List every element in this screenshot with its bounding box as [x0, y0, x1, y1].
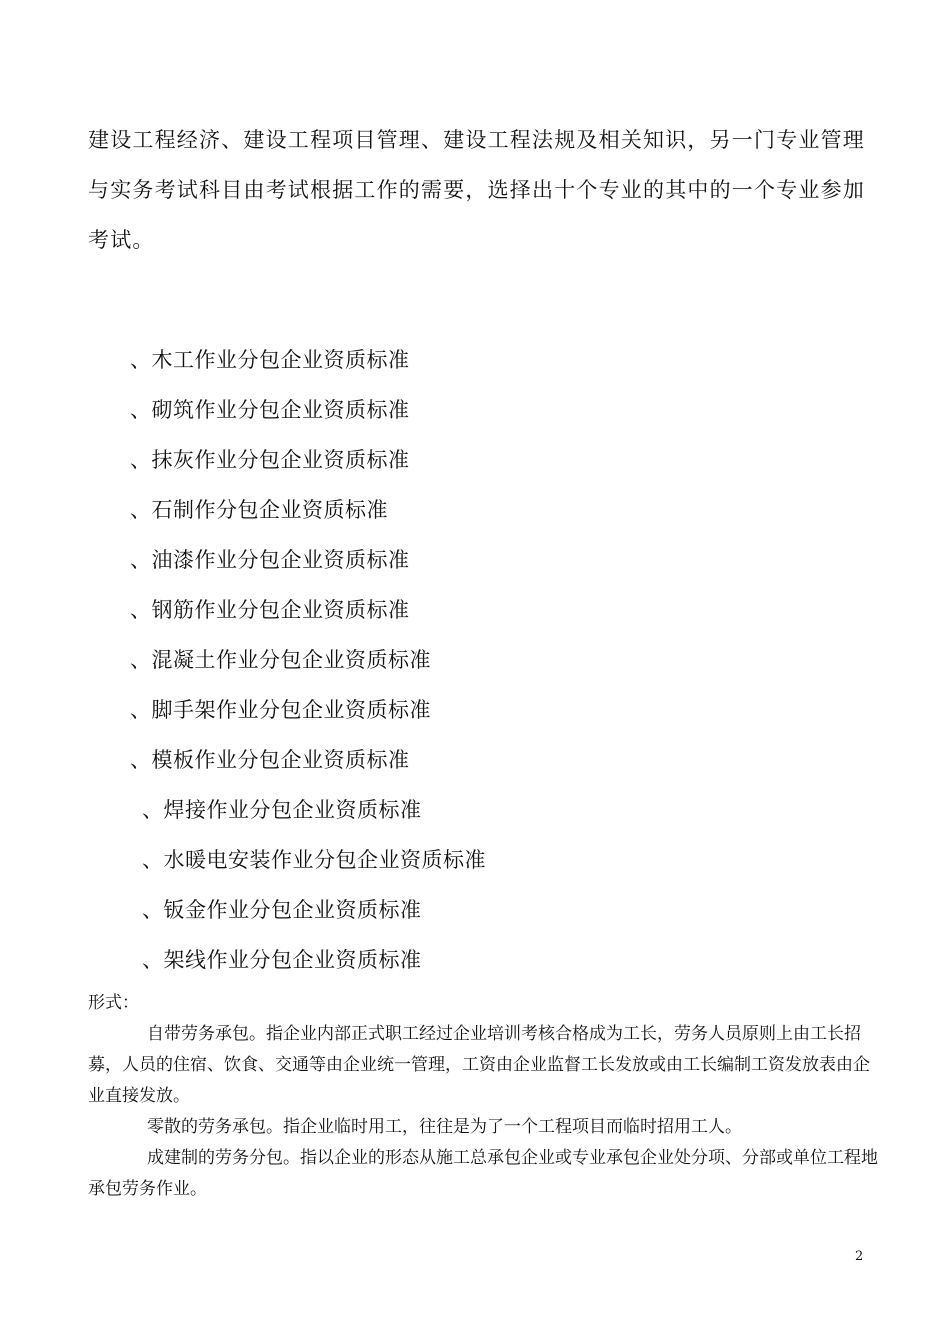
intro-section [88, 115, 878, 265]
forms-paragraph: 成建制的劳务分包。指以企业的形态从施工总承包企业或专业承包企业处分项、分部或单位工程地承包劳务作业。 [88, 1148, 878, 1199]
list-item: 、木工作业分包企业资质标准 [130, 348, 410, 372]
forms-paragraph: 自带劳务承包。指企业内部正式职工经过企业培训考核合格成为工长，劳务人员原则上由工长招募，人员的住宿、饮食、交通等由企业统一管理，工资由企业监督工长发放或由工长编制工资发放表由企业直接发放。 [88, 1024, 870, 1106]
forms-heading: 形式： [88, 993, 139, 1013]
list-item: 、焊接作业分包企业资质标准 [142, 798, 422, 822]
list-item: 、水暖电安装作业分包企业资质标准 [142, 848, 486, 872]
list-item: 、模板作业分包企业资质标准 [130, 748, 410, 772]
standards-list [130, 335, 486, 985]
forms-paragraph: 零散的劳务承包。指企业临时用工，往往是为了一个工程项目而临时招用工人。 [147, 1117, 742, 1137]
forms-section [88, 988, 878, 1205]
list-item: 、混凝土作业分包企业资质标准 [130, 648, 431, 672]
list-item: 、油漆作业分包企业资质标准 [130, 548, 410, 572]
list-item: 、抹灰作业分包企业资质标准 [130, 448, 410, 472]
list-item: 、架线作业分包企业资质标准 [142, 948, 422, 972]
intro-paragraph: 建设工程经济、建设工程项目管理、建设工程法规及相关知识，另一门专业管理与实务考试科目由考试根据工作的需要，选择出十个专业的其中的一个专业参加考试。 [88, 128, 865, 252]
list-item: 、钣金作业分包企业资质标准 [142, 898, 422, 922]
list-item: 、脚手架作业分包企业资质标准 [130, 698, 431, 722]
list-item: 、石制作分包企业资质标准 [130, 498, 388, 522]
page-number: 2 [855, 1249, 864, 1264]
list-item: 、钢筋作业分包企业资质标准 [130, 598, 410, 622]
list-item: 、砌筑作业分包企业资质标准 [130, 398, 410, 422]
